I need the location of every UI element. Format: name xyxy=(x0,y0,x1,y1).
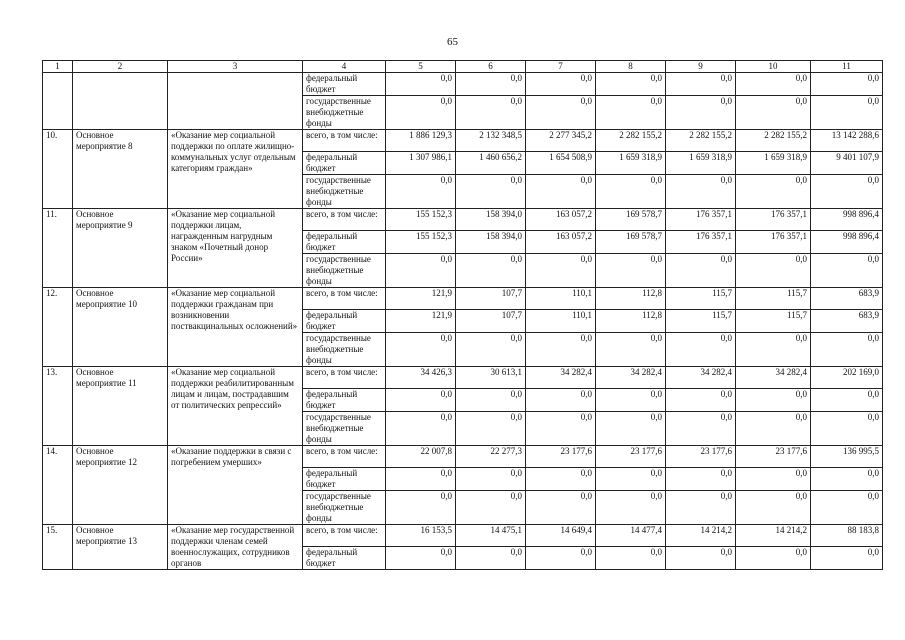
value-cell: 0,0 xyxy=(736,73,811,96)
header-cell: 11 xyxy=(811,61,883,73)
value-cell: 176 357,1 xyxy=(666,209,736,231)
value-cell: 2 282 155,2 xyxy=(666,130,736,152)
value-cell: 0,0 xyxy=(811,175,883,209)
header-cell: 3 xyxy=(168,61,303,73)
value-cell: 1 659 318,9 xyxy=(666,152,736,175)
value-cell: 0,0 xyxy=(666,175,736,209)
value-cell: 0,0 xyxy=(596,254,666,288)
funding-source-cell: федеральный бюджет xyxy=(303,231,386,254)
value-cell: 136 995,5 xyxy=(811,446,883,468)
value-cell: 2 282 155,2 xyxy=(736,130,811,152)
value-cell: 0,0 xyxy=(456,254,526,288)
activity-description: «Оказание мер социальной поддержки лицам, награжденным нагрудным знаком «Почетный донор России» xyxy=(168,209,303,288)
value-cell: 121,9 xyxy=(386,310,456,333)
value-cell: 683,9 xyxy=(811,310,883,333)
value-cell: 0,0 xyxy=(596,389,666,412)
value-cell: 23 177,6 xyxy=(666,446,736,468)
funding-source-cell: федеральный бюджет xyxy=(303,547,386,570)
value-cell: 0,0 xyxy=(666,491,736,525)
value-cell: 0,0 xyxy=(736,254,811,288)
row-index: 13. xyxy=(43,367,73,446)
value-cell: 9 401 107,9 xyxy=(811,152,883,175)
value-cell: 23 177,6 xyxy=(596,446,666,468)
funding-source-cell: всего, в том числе: xyxy=(303,367,386,389)
value-cell: 1 460 656,2 xyxy=(456,152,526,175)
value-cell: 0,0 xyxy=(666,73,736,96)
value-cell: 34 282,4 xyxy=(596,367,666,389)
value-cell: 155 152,3 xyxy=(386,231,456,254)
value-cell: 112,8 xyxy=(596,310,666,333)
funding-source-cell: всего, в том числе: xyxy=(303,288,386,310)
value-cell: 0,0 xyxy=(736,333,811,367)
value-cell: 0,0 xyxy=(386,468,456,491)
value-cell: 0,0 xyxy=(736,389,811,412)
value-cell: 0,0 xyxy=(526,389,596,412)
activity-name: Основное мероприятие 13 xyxy=(73,525,168,570)
value-cell: 998 896,4 xyxy=(811,209,883,231)
value-cell: 22 277,3 xyxy=(456,446,526,468)
value-cell: 34 282,4 xyxy=(736,367,811,389)
value-cell: 0,0 xyxy=(666,468,736,491)
value-cell: 1 654 508,9 xyxy=(526,152,596,175)
funding-source-cell: государственные внебюджетные фонды xyxy=(303,254,386,288)
funding-source-cell: федеральный бюджет xyxy=(303,468,386,491)
funding-source-cell: государственные внебюджетные фонды xyxy=(303,491,386,525)
value-cell: 0,0 xyxy=(811,73,883,96)
value-cell: 0,0 xyxy=(596,96,666,130)
value-cell: 0,0 xyxy=(526,412,596,446)
value-cell: 0,0 xyxy=(386,333,456,367)
funding-source-cell: федеральный бюджет xyxy=(303,73,386,96)
activity-name: Основное мероприятие 10 xyxy=(73,288,168,367)
value-cell: 0,0 xyxy=(666,412,736,446)
value-cell: 0,0 xyxy=(596,333,666,367)
value-cell: 23 177,6 xyxy=(736,446,811,468)
value-cell: 0,0 xyxy=(811,96,883,130)
value-cell: 2 277 345,2 xyxy=(526,130,596,152)
header-cell: 7 xyxy=(526,61,596,73)
funding-source-cell: федеральный бюджет xyxy=(303,389,386,412)
value-cell: 13 142 288,6 xyxy=(811,130,883,152)
value-cell: 0,0 xyxy=(736,96,811,130)
value-cell: 0,0 xyxy=(526,175,596,209)
budget-table xyxy=(42,60,883,570)
value-cell: 115,7 xyxy=(666,310,736,333)
table-row xyxy=(43,288,883,310)
value-cell: 158 394,0 xyxy=(456,209,526,231)
value-cell: 0,0 xyxy=(596,412,666,446)
value-cell: 1 659 318,9 xyxy=(596,152,666,175)
header-cell: 2 xyxy=(73,61,168,73)
value-cell: 0,0 xyxy=(811,412,883,446)
value-cell: 176 357,1 xyxy=(736,231,811,254)
value-cell: 0,0 xyxy=(456,547,526,570)
funding-source-cell: всего, в том числе: xyxy=(303,130,386,152)
funding-source-cell: федеральный бюджет xyxy=(303,310,386,333)
value-cell: 0,0 xyxy=(456,491,526,525)
table-row xyxy=(43,446,883,468)
value-cell: 0,0 xyxy=(596,468,666,491)
value-cell: 107,7 xyxy=(456,310,526,333)
value-cell: 0,0 xyxy=(456,333,526,367)
value-cell: 202 169,0 xyxy=(811,367,883,389)
value-cell: 163 057,2 xyxy=(526,209,596,231)
value-cell: 158 394,0 xyxy=(456,231,526,254)
value-cell: 121,9 xyxy=(386,288,456,310)
value-cell: 169 578,7 xyxy=(596,231,666,254)
value-cell: 14 475,1 xyxy=(456,525,526,547)
value-cell: 34 282,4 xyxy=(666,367,736,389)
value-cell: 0,0 xyxy=(456,175,526,209)
value-cell: 107,7 xyxy=(456,288,526,310)
value-cell: 115,7 xyxy=(736,310,811,333)
header-cell: 8 xyxy=(596,61,666,73)
header-cell: 1 xyxy=(43,61,73,73)
value-cell: 0,0 xyxy=(526,254,596,288)
value-cell: 30 613,1 xyxy=(456,367,526,389)
value-cell: 0,0 xyxy=(596,175,666,209)
value-cell: 0,0 xyxy=(386,547,456,570)
value-cell: 0,0 xyxy=(666,547,736,570)
index-cell xyxy=(43,73,73,130)
value-cell: 0,0 xyxy=(386,389,456,412)
value-cell: 0,0 xyxy=(386,96,456,130)
header-cell: 10 xyxy=(736,61,811,73)
value-cell: 34 282,4 xyxy=(526,367,596,389)
value-cell: 0,0 xyxy=(456,412,526,446)
table-row xyxy=(43,367,883,389)
value-cell: 112,8 xyxy=(596,288,666,310)
activity-description: «Оказание мер государственной поддержки членам семей военнослужащих, сотрудников органов xyxy=(168,525,303,570)
value-cell: 0,0 xyxy=(456,468,526,491)
value-cell: 16 153,5 xyxy=(386,525,456,547)
value-cell: 34 426,3 xyxy=(386,367,456,389)
value-cell: 2 132 348,5 xyxy=(456,130,526,152)
value-cell: 0,0 xyxy=(736,412,811,446)
value-cell: 0,0 xyxy=(526,333,596,367)
description-cell xyxy=(168,73,303,130)
activity-description: «Оказание поддержки в связи с погребением умерших» xyxy=(168,446,303,525)
page-number: 65 xyxy=(447,36,458,48)
value-cell: 176 357,1 xyxy=(666,231,736,254)
row-index: 15. xyxy=(43,525,73,570)
value-cell: 0,0 xyxy=(736,491,811,525)
header-row xyxy=(43,61,883,73)
value-cell: 0,0 xyxy=(666,96,736,130)
value-cell: 0,0 xyxy=(386,73,456,96)
value-cell: 683,9 xyxy=(811,288,883,310)
table-row xyxy=(43,73,883,96)
value-cell: 14 214,2 xyxy=(736,525,811,547)
value-cell: 0,0 xyxy=(596,491,666,525)
value-cell: 169 578,7 xyxy=(596,209,666,231)
activity-name: Основное мероприятие 9 xyxy=(73,209,168,288)
value-cell: 0,0 xyxy=(811,468,883,491)
value-cell: 0,0 xyxy=(526,468,596,491)
value-cell: 115,7 xyxy=(666,288,736,310)
value-cell: 115,7 xyxy=(736,288,811,310)
table-row xyxy=(43,525,883,547)
value-cell: 0,0 xyxy=(811,491,883,525)
value-cell: 0,0 xyxy=(386,254,456,288)
value-cell: 110,1 xyxy=(526,310,596,333)
table-body xyxy=(43,73,883,570)
value-cell: 0,0 xyxy=(526,491,596,525)
value-cell: 22 007,8 xyxy=(386,446,456,468)
activity-description: «Оказание мер социальной поддержки по оплате жилищно-коммунальных услуг отдельным категориям граждан» xyxy=(168,130,303,209)
row-index: 12. xyxy=(43,288,73,367)
value-cell: 110,1 xyxy=(526,288,596,310)
value-cell: 0,0 xyxy=(666,254,736,288)
funding-source-cell: государственные внебюджетные фонды xyxy=(303,96,386,130)
value-cell: 1 659 318,9 xyxy=(736,152,811,175)
funding-source-cell: федеральный бюджет xyxy=(303,152,386,175)
value-cell: 0,0 xyxy=(811,254,883,288)
row-index: 10. xyxy=(43,130,73,209)
header-cell: 5 xyxy=(386,61,456,73)
value-cell: 88 183,8 xyxy=(811,525,883,547)
value-cell: 163 057,2 xyxy=(526,231,596,254)
funding-source-cell: государственные внебюджетные фонды xyxy=(303,412,386,446)
activity-description: «Оказание мер социальной поддержки реабилитированным лицам и лицам, пострадавшим от политических репрессий» xyxy=(168,367,303,446)
value-cell: 0,0 xyxy=(666,333,736,367)
row-index: 14. xyxy=(43,446,73,525)
value-cell: 0,0 xyxy=(666,389,736,412)
funding-source-cell: всего, в том числе: xyxy=(303,525,386,547)
value-cell: 0,0 xyxy=(811,547,883,570)
value-cell: 0,0 xyxy=(526,73,596,96)
value-cell: 0,0 xyxy=(596,547,666,570)
value-cell: 0,0 xyxy=(456,389,526,412)
value-cell: 0,0 xyxy=(526,96,596,130)
table-row xyxy=(43,209,883,231)
activity-description: «Оказание мер социальной поддержки гражданам при возникновении поствакцинальных осложнений» xyxy=(168,288,303,367)
value-cell: 0,0 xyxy=(811,333,883,367)
header-cell: 6 xyxy=(456,61,526,73)
header-cell: 9 xyxy=(666,61,736,73)
funding-source-cell: всего, в том числе: xyxy=(303,209,386,231)
value-cell: 155 152,3 xyxy=(386,209,456,231)
value-cell: 0,0 xyxy=(526,547,596,570)
value-cell: 0,0 xyxy=(811,389,883,412)
value-cell: 0,0 xyxy=(456,96,526,130)
activity-name: Основное мероприятие 11 xyxy=(73,367,168,446)
value-cell: 0,0 xyxy=(386,491,456,525)
table-row xyxy=(43,130,883,152)
header-cell: 4 xyxy=(303,61,386,73)
funding-source-cell: всего, в том числе: xyxy=(303,446,386,468)
value-cell: 0,0 xyxy=(456,73,526,96)
value-cell: 0,0 xyxy=(736,468,811,491)
value-cell: 14 477,4 xyxy=(596,525,666,547)
value-cell: 14 649,4 xyxy=(526,525,596,547)
value-cell: 0,0 xyxy=(736,547,811,570)
funding-source-cell: государственные внебюджетные фонды xyxy=(303,175,386,209)
value-cell: 998 896,4 xyxy=(811,231,883,254)
value-cell: 0,0 xyxy=(386,175,456,209)
value-cell: 14 214,2 xyxy=(666,525,736,547)
funding-source-cell: государственные внебюджетные фонды xyxy=(303,333,386,367)
activity-cell xyxy=(73,73,168,130)
value-cell: 0,0 xyxy=(736,175,811,209)
activity-name: Основное мероприятие 12 xyxy=(73,446,168,525)
value-cell: 0,0 xyxy=(386,412,456,446)
value-cell: 1 886 129,3 xyxy=(386,130,456,152)
value-cell: 0,0 xyxy=(596,73,666,96)
activity-name: Основное мероприятие 8 xyxy=(73,130,168,209)
value-cell: 23 177,6 xyxy=(526,446,596,468)
value-cell: 1 307 986,1 xyxy=(386,152,456,175)
value-cell: 176 357,1 xyxy=(736,209,811,231)
row-index: 11. xyxy=(43,209,73,288)
value-cell: 2 282 155,2 xyxy=(596,130,666,152)
